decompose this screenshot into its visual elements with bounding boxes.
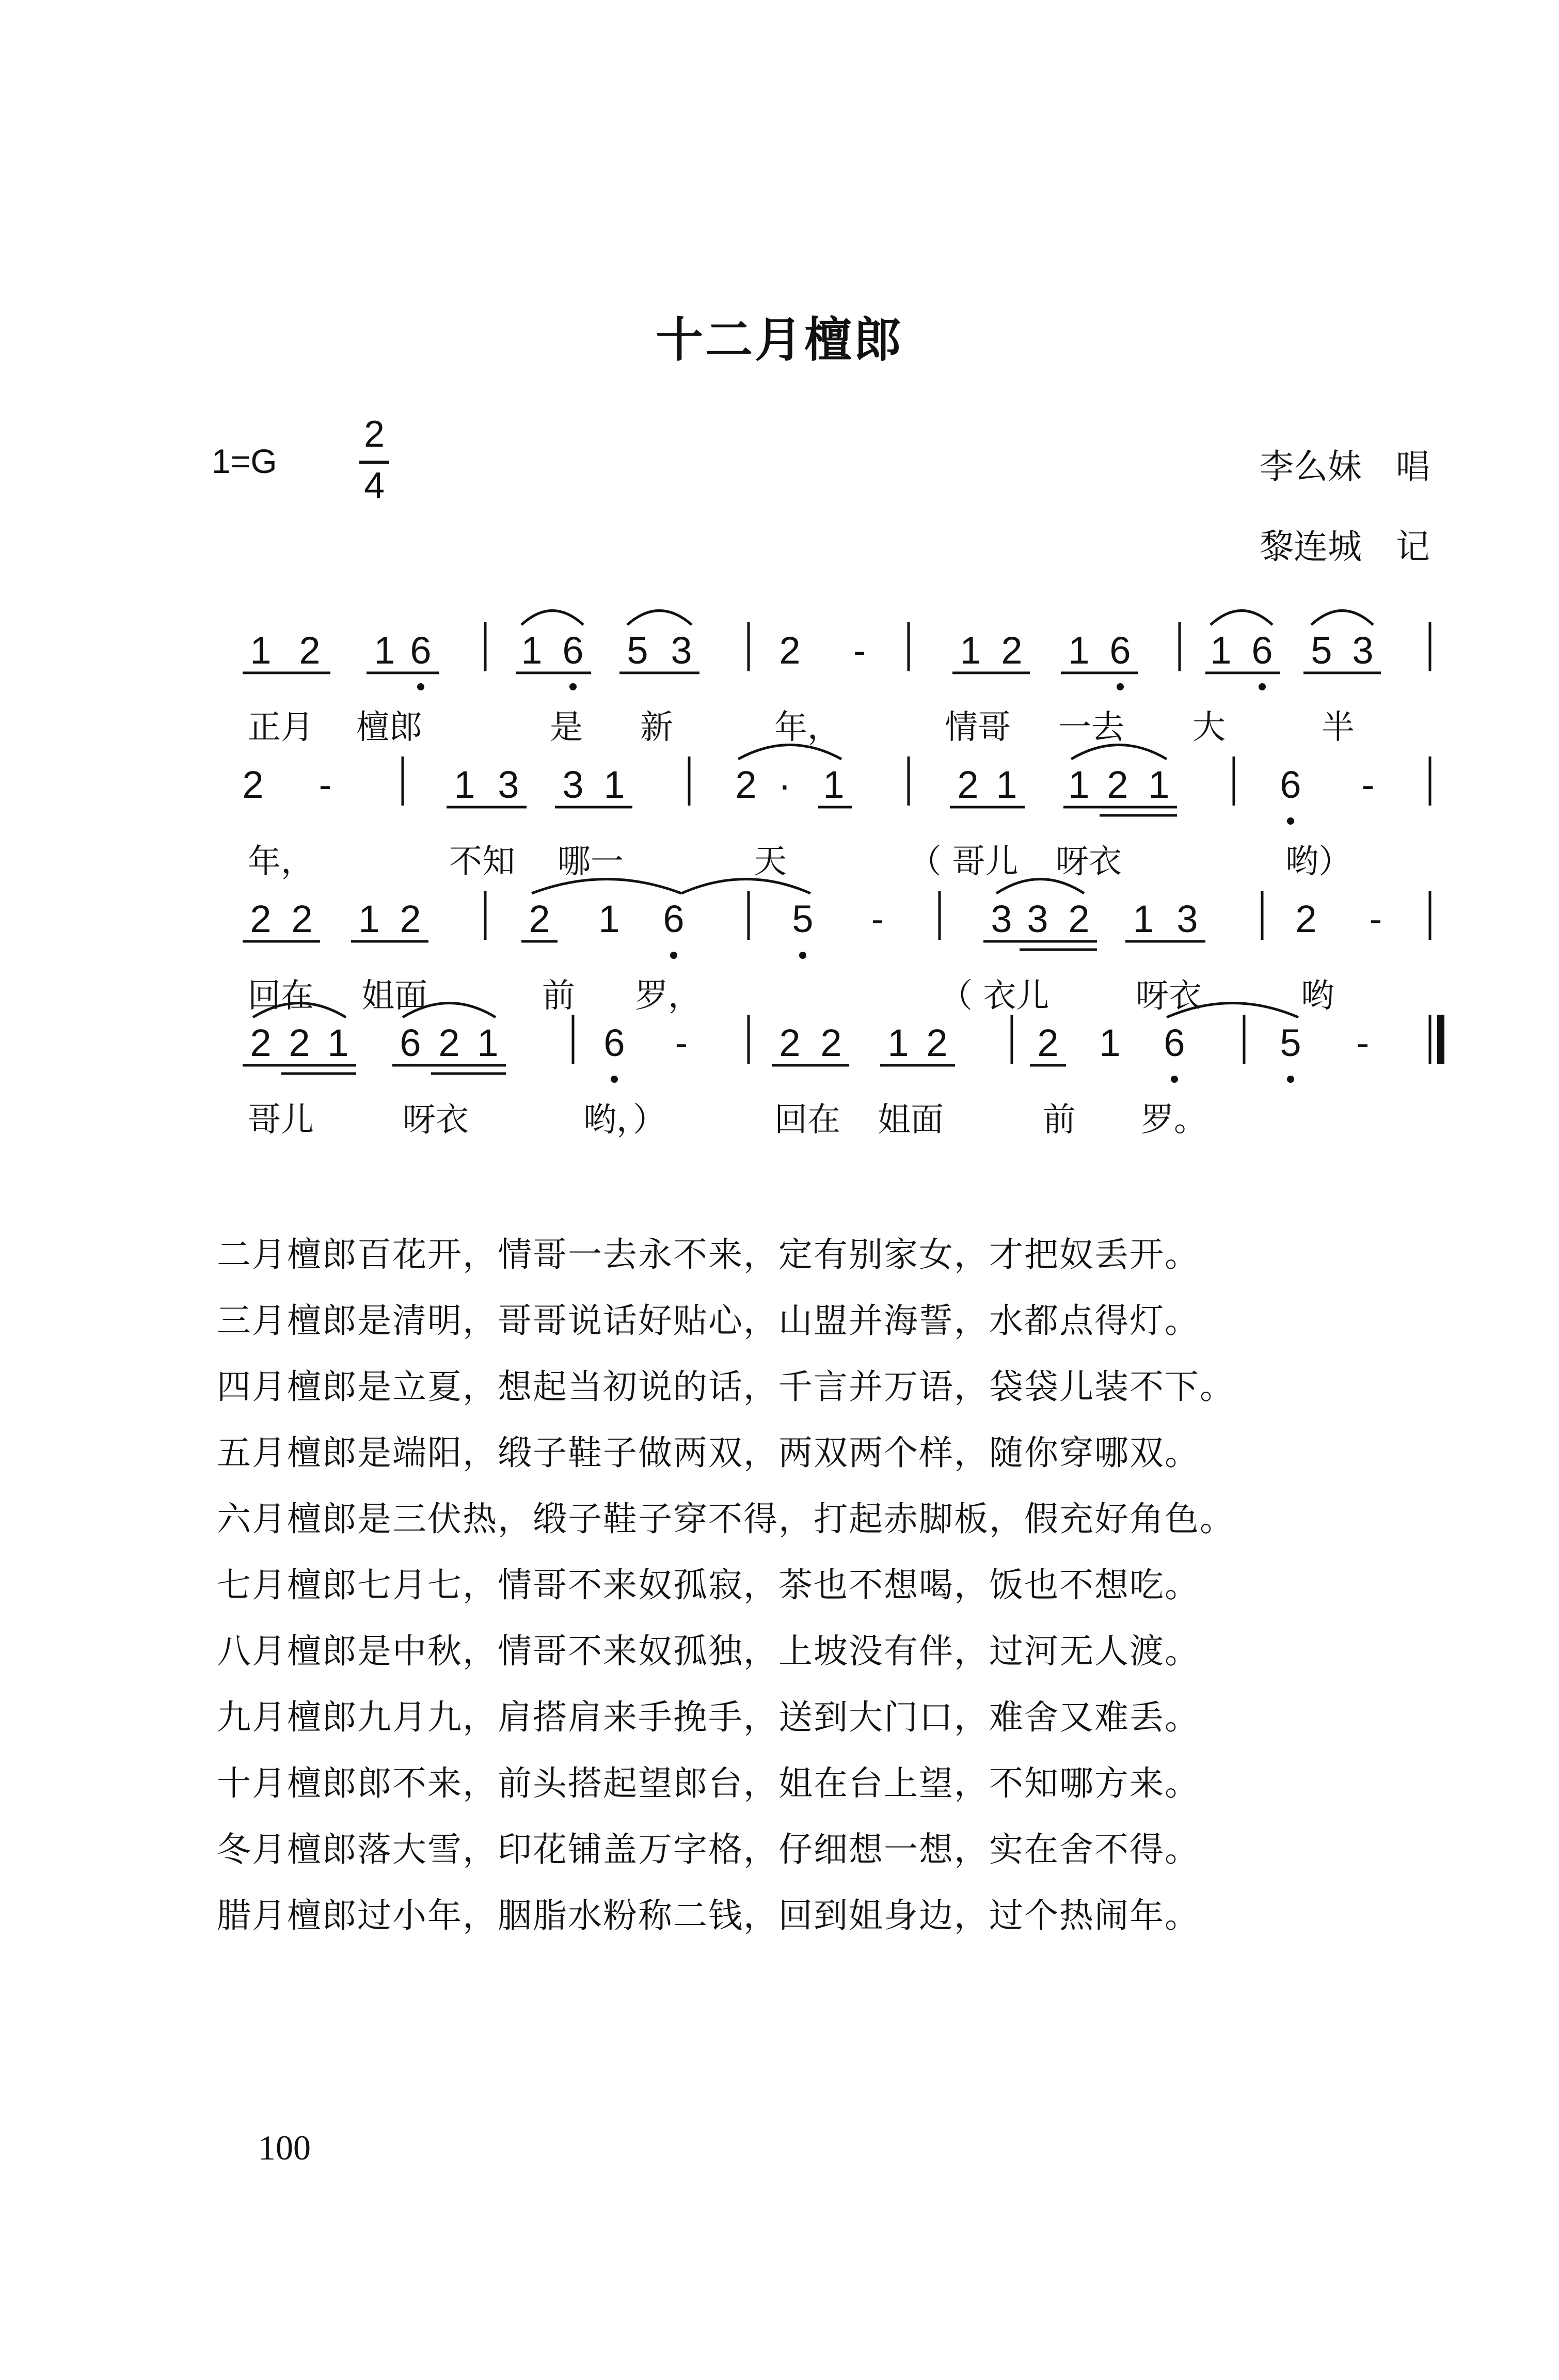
lyric: 年， [248, 843, 314, 881]
low-octave-dot [1287, 817, 1294, 825]
note: 1 [1133, 897, 1154, 940]
slur [996, 879, 1084, 894]
note: 3 [991, 897, 1012, 940]
lyric: 檀郎 [356, 708, 422, 747]
note: 2 [1295, 897, 1317, 940]
lyric: 前 [1043, 1101, 1076, 1139]
note: - [1361, 763, 1375, 806]
low-octave-dot [1117, 683, 1124, 690]
note: 2 [250, 897, 272, 940]
lyric: 呀衣 [403, 1101, 469, 1139]
low-octave-dot [1259, 683, 1266, 690]
lyric: 大 [1192, 708, 1226, 747]
slur [738, 745, 841, 760]
note: 1 [521, 629, 543, 672]
note: 1 [477, 1021, 499, 1064]
note: 6 [1164, 1021, 1185, 1064]
note: 6 [663, 897, 685, 940]
slur [521, 611, 583, 625]
lyric: 回在 [774, 1101, 840, 1139]
slur [1071, 745, 1167, 760]
note: 2 [242, 763, 264, 806]
note: - [1369, 897, 1382, 940]
time-signature-numerator: 2 [363, 414, 385, 455]
lyric: 哟） [1285, 843, 1351, 881]
note: 1 [250, 629, 272, 672]
verse-line: 冬月檀郎落大雪，印花铺盖万字格，仔细想一想，实在舍不得。 [217, 1830, 1200, 1869]
lyric: 呀衣 [1136, 977, 1202, 1015]
lyric: 半 [1322, 708, 1355, 747]
verse-line: 四月檀郎是立夏，想起当初说的话，千言并万语，袋袋儿装不下。 [217, 1367, 1235, 1407]
slur [627, 611, 692, 625]
lyric: 年， [774, 708, 840, 747]
verse-line: 七月檀郎七月七，情哥不来奴孤寂，茶也不想喝，饭也不想吃。 [217, 1565, 1200, 1605]
note: - [675, 1021, 688, 1064]
lyric: 哥儿 [248, 1101, 314, 1139]
note: 2 [289, 1021, 310, 1064]
lyric: 哟，） [583, 1101, 666, 1139]
note: 2 [779, 1021, 801, 1064]
note: 2 [820, 1021, 842, 1064]
note: 2 [735, 763, 757, 806]
jianpu-score [0, 0, 1559, 1188]
low-octave-dot [569, 683, 577, 690]
lyric: 罗。 [1141, 1101, 1207, 1139]
lyric: 呀衣 [1056, 843, 1122, 881]
note: 3 [498, 763, 519, 806]
slur [1311, 611, 1373, 625]
low-octave-dot [1171, 1076, 1178, 1083]
note: - [319, 763, 332, 806]
note: · [778, 763, 791, 806]
song-title: 十二月檀郎 [655, 312, 903, 368]
lyric: 罗， [635, 977, 701, 1015]
note: 5 [792, 897, 814, 940]
lyric: （ 哥儿 [909, 843, 1019, 881]
note: 1 [374, 629, 395, 672]
singer-credit: 李么妹 唱 [1260, 447, 1430, 486]
lyric: 正月 [248, 708, 314, 747]
verse-line: 六月檀郎是三伏热，缎子鞋子穿不得，打起赤脚板，假充好角色。 [217, 1499, 1235, 1539]
low-octave-dot [611, 1076, 618, 1083]
note: 2 [299, 629, 321, 672]
lyric: 新 [640, 708, 673, 747]
note: 2 [250, 1021, 272, 1064]
note: 3 [1027, 897, 1048, 940]
lyric: 回在 [248, 977, 314, 1015]
lyric: 姐面 [361, 977, 427, 1015]
verse-line: 腊月檀郎过小年，胭脂水粉称二钱，回到姐身边，过个热闹年。 [217, 1896, 1200, 1935]
note: 5 [1280, 1021, 1301, 1064]
note: 1 [327, 1021, 349, 1064]
note: 3 [1352, 629, 1374, 672]
note: 1 [1210, 629, 1232, 672]
low-octave-dot [417, 683, 424, 690]
note: 1 [358, 897, 380, 940]
lyric: 姐面 [878, 1101, 944, 1139]
note: 6 [603, 1021, 625, 1064]
slur [681, 879, 810, 894]
note: 5 [627, 629, 648, 672]
note: 2 [529, 897, 550, 940]
note: 1 [1148, 763, 1170, 806]
note: 1 [598, 897, 620, 940]
verse-line: 十月檀郎郎不来，前头搭起望郎台，姐在台上望，不知哪方来。 [217, 1763, 1200, 1803]
note: 1 [996, 763, 1017, 806]
note: 2 [1107, 763, 1128, 806]
note: - [871, 897, 884, 940]
verse-line: 三月檀郎是清明，哥哥说话好贴心，山盟并海誓，水都点得灯。 [217, 1301, 1200, 1341]
key-signature: 1=G [212, 442, 277, 480]
lyric: 哟 [1301, 977, 1334, 1015]
note: 2 [400, 897, 421, 940]
note: 6 [410, 629, 432, 672]
note: 1 [823, 763, 845, 806]
low-octave-dot [670, 952, 677, 959]
slur [532, 879, 681, 894]
final-bar-line [1437, 1015, 1444, 1064]
note: 1 [603, 763, 625, 806]
note: 2 [926, 1021, 948, 1064]
note: 2 [957, 763, 979, 806]
note: - [1356, 1021, 1370, 1064]
low-octave-dot [1287, 1076, 1294, 1083]
verse-line: 八月檀郎是中秋，情哥不来奴孤独，上坡没有伴，过河无人渡。 [217, 1631, 1200, 1671]
note: 2 [1068, 897, 1090, 940]
note: 3 [671, 629, 692, 672]
note: 6 [1109, 629, 1131, 672]
time-signature-denominator: 4 [363, 465, 385, 507]
lyric: 一去 [1058, 708, 1124, 747]
lyric: 情哥 [945, 708, 1011, 747]
verse-list [217, 1229, 1456, 1956]
note: 2 [779, 629, 801, 672]
slur [1211, 611, 1272, 625]
note: 6 [1251, 629, 1273, 672]
recorder-credit: 黎连城 记 [1260, 527, 1430, 566]
note: 6 [562, 629, 584, 672]
verse-line: 九月檀郎九月九，肩搭肩来手挽手，送到大门口，难舍又难丢。 [217, 1697, 1200, 1737]
note: 6 [1280, 763, 1301, 806]
note: 1 [1068, 629, 1090, 672]
lyric: 哪一 [558, 843, 624, 881]
lyric: （ 衣儿 [940, 977, 1049, 1015]
note: 1 [887, 1021, 909, 1064]
note: 3 [562, 763, 584, 806]
note: 2 [438, 1021, 460, 1064]
low-octave-dot [799, 952, 806, 959]
note: 6 [400, 1021, 421, 1064]
verse-line: 二月檀郎百花开，情哥一去永不来，定有别家女，才把奴丢开。 [217, 1235, 1200, 1274]
note: 2 [291, 897, 313, 940]
lyric: 是 [550, 708, 583, 747]
note: 2 [1001, 629, 1023, 672]
note: 1 [1099, 1021, 1121, 1064]
page-number: 100 [258, 2128, 311, 2167]
note: 5 [1311, 629, 1332, 672]
lyric: 前 [542, 977, 575, 1015]
note: 3 [1176, 897, 1198, 940]
note: - [853, 629, 866, 672]
note: 1 [1068, 763, 1090, 806]
note: 1 [960, 629, 981, 672]
note: 2 [1037, 1021, 1059, 1064]
lyric: 不知 [449, 843, 515, 881]
note: 1 [454, 763, 475, 806]
lyric: 天 [754, 843, 787, 881]
verse-line: 五月檀郎是端阳，缎子鞋子做两双，两双两个样，随你穿哪双。 [217, 1433, 1200, 1473]
